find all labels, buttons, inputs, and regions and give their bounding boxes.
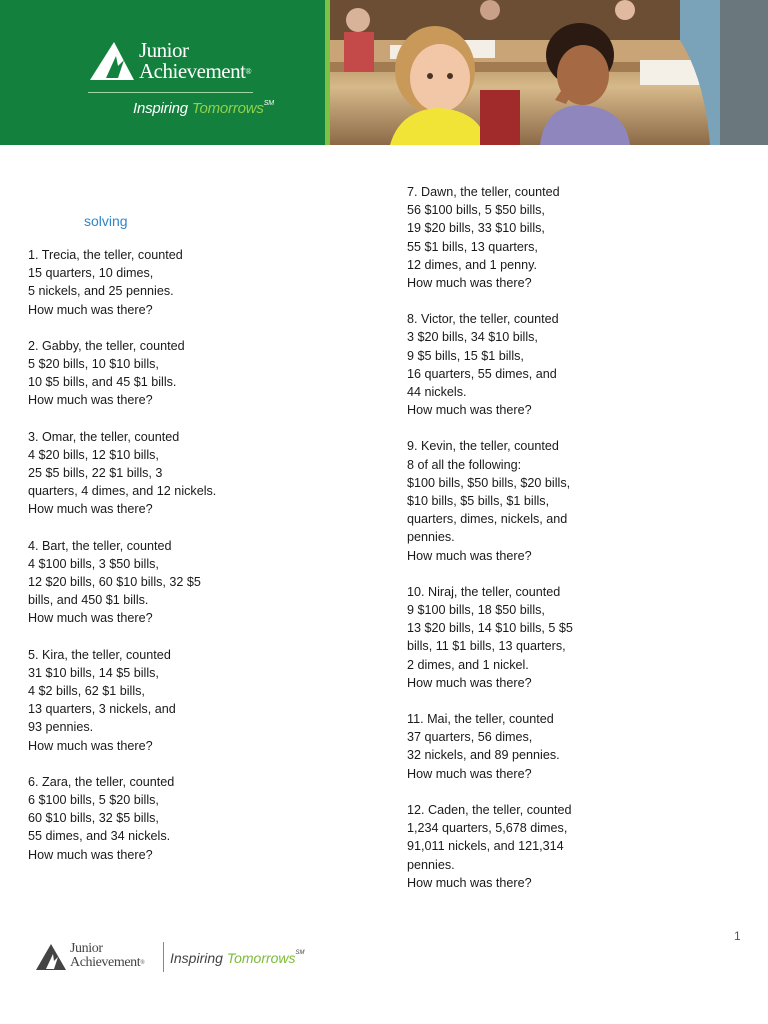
classroom-photo — [330, 0, 768, 145]
problem-line: 6. Zara, the teller, counted — [28, 774, 175, 789]
problem-question: How much was there? — [28, 738, 153, 753]
problem-line: 32 nickels, and 89 pennies. — [407, 748, 560, 763]
problem — [28, 246, 388, 319]
problem-line: 31 $10 bills, 14 $5 bills, — [28, 665, 159, 680]
registered-mark: ® — [245, 67, 252, 76]
problem-line: 2 dimes, and 1 nickel. — [407, 657, 529, 672]
tagline-part-1: Inspiring — [133, 100, 192, 117]
problem-line: 10. Niraj, the teller, counted — [407, 584, 561, 599]
problem — [407, 710, 767, 783]
problem — [28, 537, 388, 628]
problem-line: 55 dimes, and 34 nickels. — [28, 829, 171, 844]
problem-line: 2. Gabby, the teller, counted — [28, 338, 185, 353]
page-number: 1 — [734, 929, 741, 943]
problem-question: How much was there? — [407, 548, 532, 563]
problem-line: 1. Trecia, the teller, counted — [28, 248, 183, 262]
problem-line: 15 quarters, 10 dimes, — [28, 266, 154, 281]
problem-line: 4. Bart, the teller, counted — [28, 538, 172, 553]
problem-line: 9. Kevin, the teller, counted — [407, 439, 559, 454]
footer-logo-line-1: Junior — [70, 941, 103, 956]
problem-line: 6 $100 bills, 5 $20 bills, — [28, 793, 159, 808]
problem-line: 12. Caden, the teller, counted — [407, 802, 572, 817]
problem-line: 4 $100 bills, 3 $50 bills, — [28, 556, 159, 571]
problem-question: How much was there? — [407, 766, 532, 781]
problem-line: 56 $100 bills, 5 $50 bills, — [407, 203, 545, 218]
problem-question: How much was there? — [28, 502, 153, 517]
problem-question: How much was there? — [28, 847, 153, 862]
problem-line: 11. Mai, the teller, counted — [407, 712, 554, 727]
problem-line: 55 $1 bills, 13 quarters, — [407, 239, 538, 254]
problem-line: 8. Victor, the teller, counted — [407, 312, 559, 327]
problems-left-column — [28, 246, 388, 882]
brand-panel — [0, 0, 325, 145]
problem-line: 8 of all the following: — [407, 457, 522, 472]
problem-line: quarters, dimes, nickels, and — [407, 512, 568, 527]
worksheet-subtitle: solving — [84, 213, 128, 229]
problem-line: 4 $2 bills, 62 $1 bills, — [28, 684, 145, 699]
problem — [407, 183, 767, 292]
problem — [407, 310, 767, 419]
problem-question: How much was there? — [28, 302, 153, 317]
problem-line: 60 $10 bills, 32 $5 bills, — [28, 811, 159, 826]
problem-line: 3 $20 bills, 34 $10 bills, — [407, 330, 538, 345]
footer-registered-mark: ® — [140, 960, 145, 966]
problem-line: 91,011 nickels, and 121,314 — [407, 839, 564, 854]
logo-line-1: Junior — [139, 38, 189, 62]
problem-line: 5 nickels, and 25 pennies. — [28, 284, 174, 299]
problem-line: 5 $20 bills, 10 $10 bills, — [28, 357, 159, 372]
problem-line: 44 nickels. — [407, 385, 467, 400]
problem — [28, 337, 388, 410]
problem-line: 4 $20 bills, 12 $10 bills, — [28, 447, 159, 462]
footer-tagline-part-2: Tomorrows — [226, 950, 296, 966]
footer-logo-line-2: Achievement — [70, 955, 141, 970]
footer-wordmark — [70, 942, 144, 970]
problem-line: 7. Dawn, the teller, counted — [407, 185, 560, 199]
problem — [28, 428, 388, 519]
tagline-part-2: Tomorrows — [191, 100, 264, 117]
problem — [407, 801, 767, 892]
problem-line: 10 $5 bills, and 45 $1 bills. — [28, 375, 177, 390]
problem-question: How much was there? — [28, 611, 153, 626]
problem-question: How much was there? — [407, 875, 532, 890]
problem-line: 16 quarters, 55 dimes, and — [407, 366, 557, 381]
problem-line: 5. Kira, the teller, counted — [28, 647, 171, 662]
problem-line: quarters, 4 dimes, and 12 nickels. — [28, 484, 217, 499]
classroom-illustration — [330, 0, 768, 145]
page-header — [0, 0, 768, 145]
problem-line: 1,234 quarters, 5,678 dimes, — [407, 821, 568, 836]
problem-line: 12 $20 bills, 60 $10 bills, 32 $5 — [28, 575, 201, 590]
problem-line: 13 $20 bills, 14 $10 bills, 5 $5 — [407, 621, 573, 636]
problem — [28, 773, 388, 864]
problem — [407, 437, 767, 564]
problem-line: 3. Omar, the teller, counted — [28, 429, 180, 444]
problem-line: bills, 11 $1 bills, 13 quarters, — [407, 639, 566, 654]
problem-line: pennies. — [407, 530, 455, 545]
problem-line: 12 dimes, and 1 penny. — [407, 257, 537, 272]
header-tagline — [133, 100, 274, 117]
problem-line: pennies. — [407, 857, 455, 872]
problem-question: How much was there? — [28, 393, 153, 408]
logo-divider — [88, 92, 253, 93]
problem-line: 93 pennies. — [28, 720, 94, 735]
service-mark: SM — [263, 100, 274, 107]
problem-line: $100 bills, $50 bills, $20 bills, — [407, 475, 571, 490]
footer-service-mark: SM — [295, 950, 305, 956]
logo-line-2: Achievement — [139, 59, 246, 83]
ja-logo-wordmark — [139, 40, 251, 82]
problem-question: How much was there? — [407, 276, 532, 291]
problem — [407, 583, 767, 692]
problem — [28, 646, 388, 755]
problem-line: 25 $5 bills, 22 $1 bills, 3 — [28, 466, 163, 481]
footer-tagline — [170, 950, 305, 966]
problem-line: 37 quarters, 56 dimes, — [407, 730, 533, 745]
problems-right-column — [407, 183, 767, 910]
problem-line: 9 $5 bills, 15 $1 bills, — [407, 348, 524, 363]
problem-line: 19 $20 bills, 33 $10 bills, — [407, 221, 545, 236]
footer-tagline-part-1: Inspiring — [170, 950, 227, 966]
footer-divider — [163, 942, 164, 972]
problem-line: 13 quarters, 3 nickels, and — [28, 702, 176, 717]
problem-line: bills, and 450 $1 bills. — [28, 593, 149, 608]
problem-question: How much was there? — [407, 675, 532, 690]
problem-line: 9 $100 bills, 18 $50 bills, — [407, 603, 545, 618]
problem-question: How much was there? — [407, 403, 532, 418]
problem-line: $10 bills, $5 bills, $1 bills, — [407, 494, 550, 509]
